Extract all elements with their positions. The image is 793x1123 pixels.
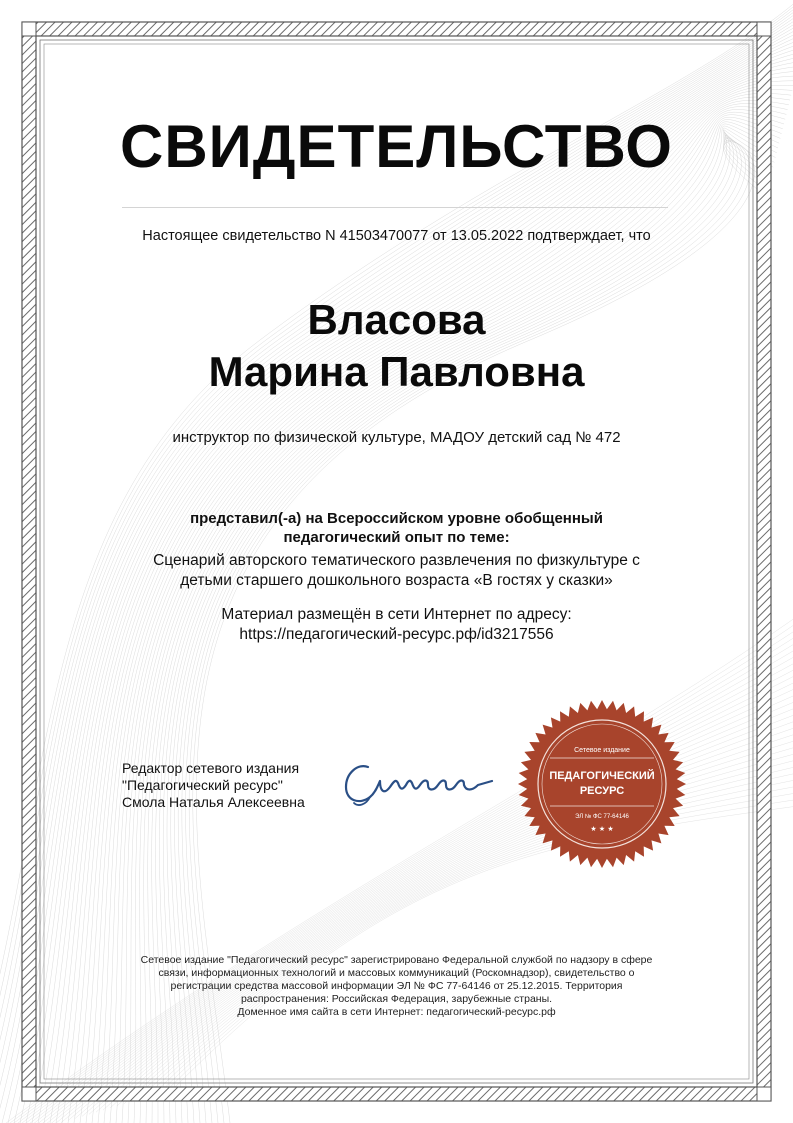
certificate-intro: Настоящее свидетельство N 41503470077 от 13.05.2022 подтверждает, что [142, 228, 651, 244]
recipient-surname: Власова [307, 296, 486, 343]
editor-name: Смола Наталья Алексеевна [122, 794, 305, 810]
footer-line: регистрации средства массовой информации ЭЛ № ФС 77-64146 от 25.12.2015. Территория [170, 980, 623, 992]
seal-stars: ★ ★ ★ [590, 825, 614, 833]
material-location [100, 605, 693, 645]
editor-block [122, 760, 332, 811]
recipient-name [100, 294, 693, 398]
recipient-position: инструктор по физической культуре, МАДОУ детский сад № 472 [172, 429, 621, 446]
seal-registration: ЭЛ № ФС 77-64146 [575, 814, 629, 820]
topic-heading-line: представил(-а) на Всероссийском уровне обобщенный [190, 510, 603, 527]
material-caption: Материал размещён в сети Интернет по адресу: [221, 606, 572, 623]
topic-heading-line: педагогический опыт по теме: [283, 529, 510, 546]
certificate-title: СВИДЕТЕЛЬСТВО [120, 113, 673, 180]
seal-top-text: Сетевое издание [574, 747, 630, 754]
footer-line: Доменное имя сайта в сети Интернет: педагогический-ресурс.рф [237, 1006, 556, 1018]
footer-line: Сетевое издание "Педагогический ресурс" зарегистрировано Федеральной службой по надзору в сфере [140, 954, 653, 966]
footer-line: связи, информационных технологий и массовых коммуникаций (Роскомнадзор), свидетельство о [158, 967, 635, 979]
footer-line: распространения: Российская Федерация, зарубежные страны. [240, 993, 553, 1005]
seal-title: РЕСУРС [579, 785, 625, 797]
recipient-given-names: Марина Павловна [208, 348, 585, 395]
topic-text [120, 551, 673, 591]
publisher-seal [516, 698, 688, 870]
editor-line: "Педагогический ресурс" [122, 777, 283, 793]
editor-line: Редактор сетевого издания [122, 760, 300, 776]
topic-heading [100, 509, 693, 547]
topic-line: детьми старшего дошкольного возраста «В гостях у сказки» [180, 572, 613, 589]
material-url: https://педагогический-ресурс.рф/id3217556 [239, 626, 554, 643]
editor-signature [340, 745, 500, 820]
title-divider [122, 207, 668, 208]
seal-title: ПЕДАГОГИЧЕСКИЙ [549, 770, 655, 782]
topic-line: Сценарий авторского тематического развлечения по физкультуре с [153, 552, 640, 569]
registration-footer [120, 954, 673, 1019]
